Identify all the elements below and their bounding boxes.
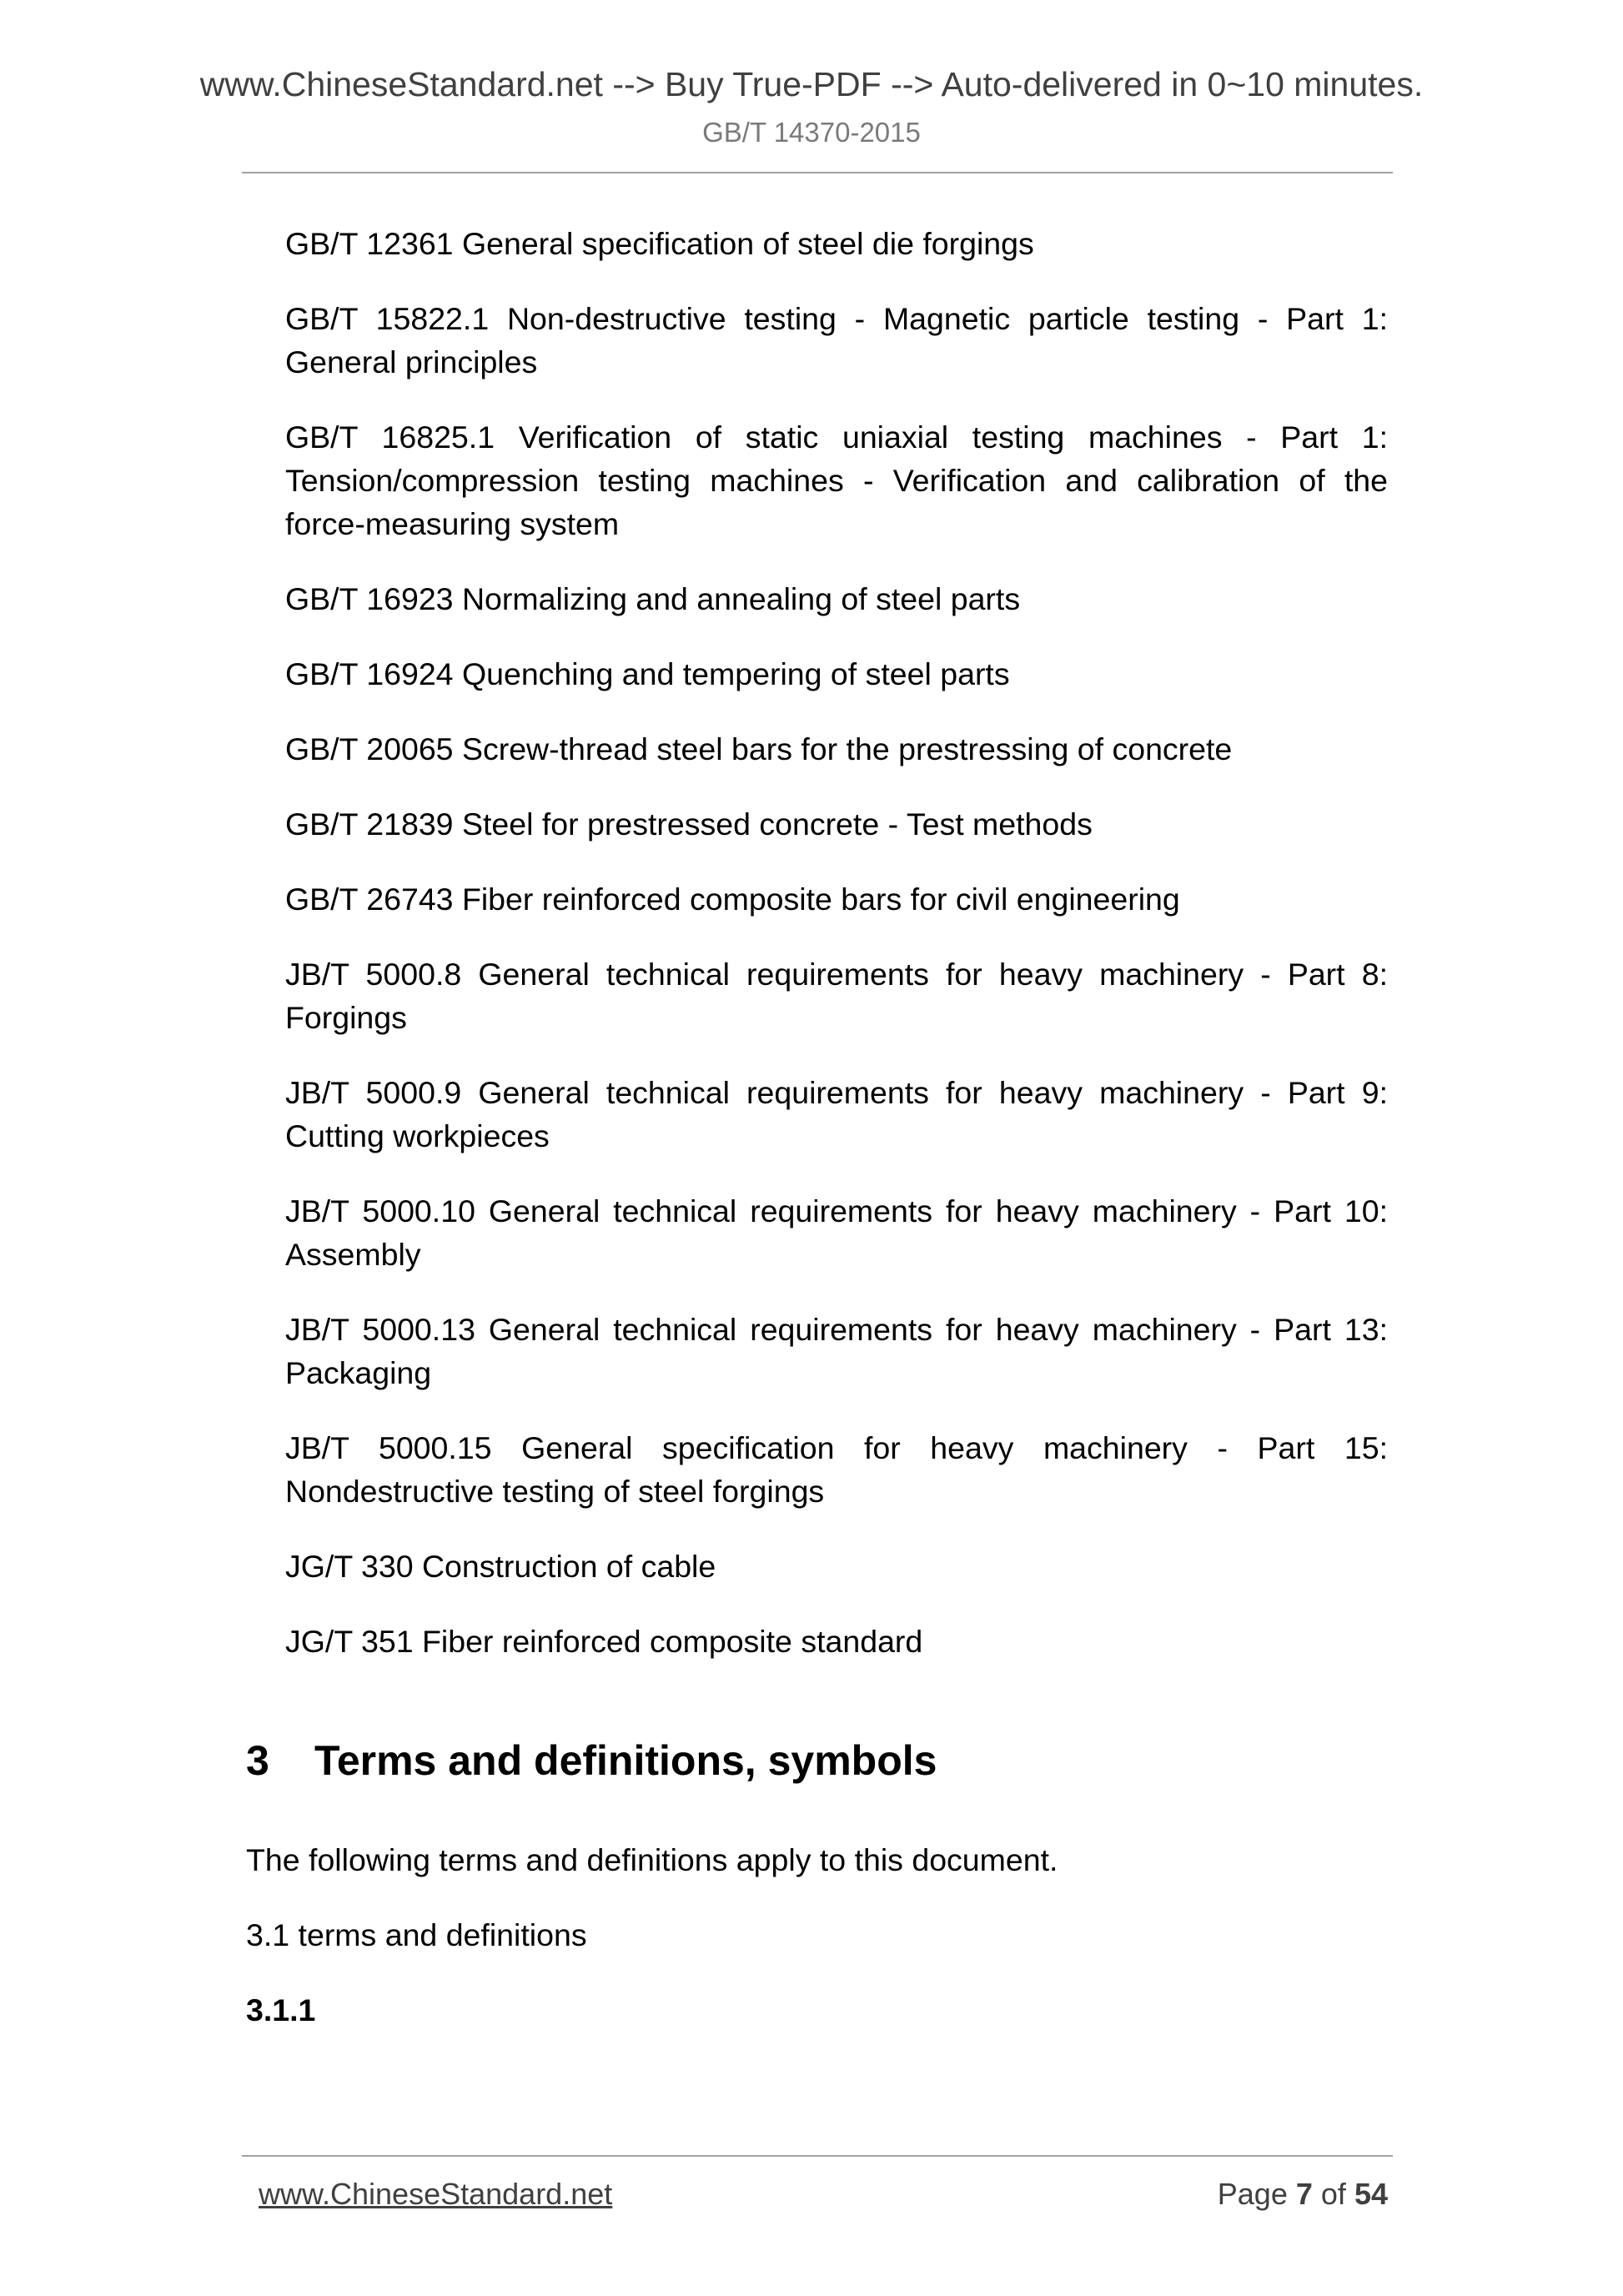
footer-divider — [242, 2155, 1393, 2157]
reference-item: JB/T 5000.9 General technical requirements for heavy machinery - Part 9: Cutting workpieces — [285, 1075, 1388, 1153]
reference-item: JG/T 330 Construction of cable — [285, 1549, 716, 1584]
section-number: 3 — [246, 1737, 269, 1784]
reference-item: JB/T 5000.13 General technical requirements for heavy machinery - Part 13: Packaging — [285, 1312, 1388, 1390]
reference-item: JB/T 5000.10 General technical requirements for heavy machinery - Part 10: Assembly — [285, 1193, 1388, 1272]
reference-item: GB/T 16924 Quenching and tempering of steel parts — [285, 656, 1010, 691]
document-id: GB/T 14370-2015 — [702, 117, 921, 148]
section-heading — [246, 1736, 1389, 1785]
footer-site-link[interactable]: www.ChineseStandard.net — [259, 2177, 613, 2211]
current-page: 7 — [1295, 2177, 1313, 2211]
reference-item: JB/T 5000.15 General specification for heavy machinery - Part 15: Nondestructive testing of steel forgings — [285, 1430, 1388, 1509]
section-title: Terms and definitions, symbols — [314, 1737, 937, 1784]
total-pages: 54 — [1354, 2177, 1388, 2211]
reference-item: GB/T 26743 Fiber reinforced composite bars for civil engineering — [285, 882, 1180, 917]
page-label: Page — [1217, 2177, 1288, 2211]
reference-item: GB/T 16825.1 Verification of static uniaxial testing machines - Part 1: Tension/compression testing machines - Verification and calibration of the force-measuring system — [285, 420, 1388, 541]
clause-number: 3.1.1 — [246, 1992, 316, 2027]
header-divider — [242, 172, 1393, 173]
reference-item: JG/T 351 Fiber reinforced composite standard — [285, 1624, 923, 1659]
reference-item: GB/T 16923 Normalizing and annealing of steel parts — [285, 581, 1021, 616]
reference-item: GB/T 21839 Steel for prestressed concrete - Test methods — [285, 806, 1093, 842]
reference-item: JB/T 5000.8 General technical requirements for heavy machinery - Part 8: Forgings — [285, 957, 1388, 1035]
header-banner: www.ChineseStandard.net --> Buy True-PDF --> Auto-delivered in 0~10 minutes. — [199, 65, 1424, 103]
section-intro: The following terms and definitions apply to this document. — [246, 1842, 1058, 1877]
normative-references-list — [285, 222, 1388, 1695]
reference-item: GB/T 20065 Screw-thread steel bars for the prestressing of concrete — [285, 731, 1233, 766]
page-indicator — [1218, 2177, 1388, 2212]
subsection-heading: 3.1 terms and definitions — [246, 1917, 587, 1952]
page-of-label: of — [1320, 2177, 1346, 2211]
reference-item: GB/T 12361 General specification of steel die forgings — [285, 226, 1034, 261]
reference-item: GB/T 15822.1 Non-destructive testing - Magnetic particle testing - Part 1: General principles — [285, 301, 1388, 379]
